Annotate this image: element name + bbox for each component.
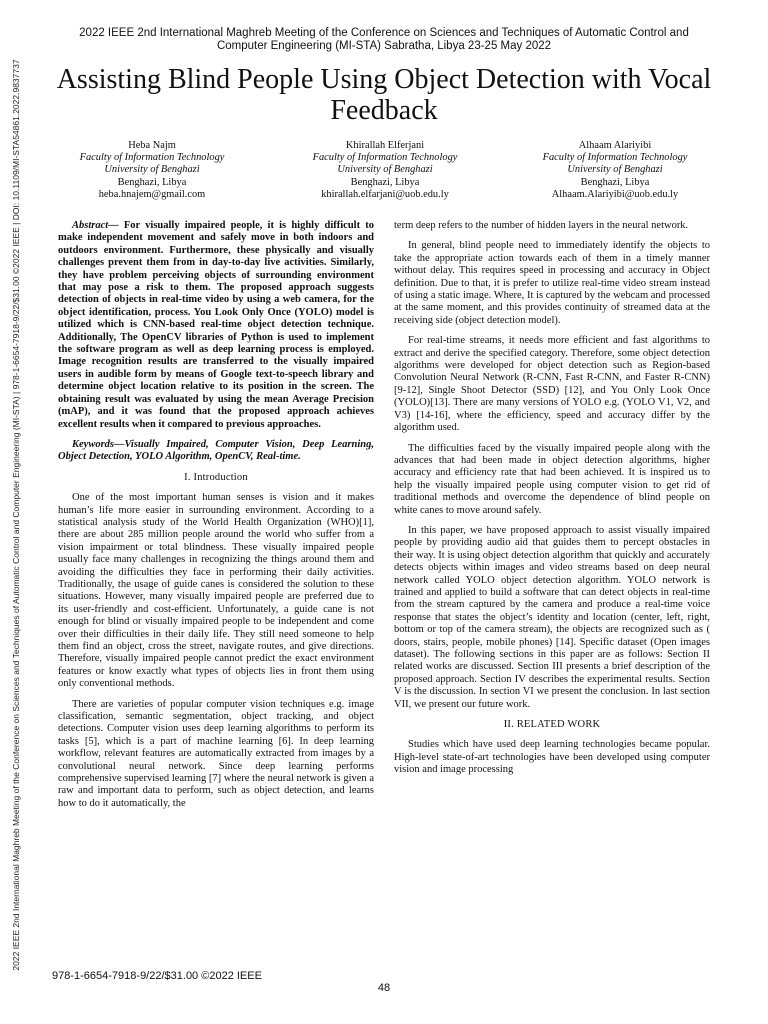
author-email: Alhaam.Alariyibi@uob.edu.ly <box>551 188 679 200</box>
author-name: Khirallah Elferjani <box>345 140 425 151</box>
author-email: khirallah.elfarjani@uob.edu.ly <box>321 188 449 200</box>
intro-paragraph-1: One of the most important human senses is vision and it makes human’s life more easier in surrounding environment. According to a statistical analysis study of the World Health Organization (WHO)[1], there are about 285 million people around the world who suffer from a vision impairment or total blindness. These visually impaired people usually face many challenges in recognizing the things around them and avoiding the difficulties they face in performing their daily activities. Traditionally, the usage of guide canes is considered the solution to these situations. However, many visually impaired people are preferred due to its user-friendly and cost-efficient. Unfortunately, a guide cane is not enough for blind or visually impaired people to be independent and come over their difficulties in their daily life. They still need someone to help them find an object, cross the street, navigate routes, and give directions. Therefore, visually impaired people cannot predict the exact environment features or know exactly what types of objects lies in front them using only conventional methods. <box>58 492 374 690</box>
page-number: 48 <box>377 982 391 994</box>
right-column <box>394 220 710 785</box>
right-paragraph-4: In this paper, we have proposed approach to assist visually impaired people by providing audio aid that guides them to percept obstacles in their way. It is using object detection algorithm that quickly and accurately detects objects within images and video streams based on deep neural network called YOLO object detection algorithm. YOLO network is trained and applied to build a software that can detect objects in real-time from the stream captured by the camera and produce a real-time voice response that states the object’s identity and location (center, left, right, bottom or top of the camera stream), the objects are recognized such as ( doors, stairs, people, mobile phones) [14]. Specific dataset (Open images dataset). The following sections in this paper are as follows: Section II related works are discussed. Section III presents a brief description of the proposed approach. Section IV describes the experimental results. Section V is the discussion. In section VI we present the conclusion. In last section VII, we present our future work. <box>394 524 710 710</box>
right-paragraph-1: In general, blind people need to immediately identify the objects to take the appropriate action towards each of them in a timely manner without delay. This requires speed in processing and accuracy in Object definition. Due to that, it is prefer to utilize real-time video stream instead of using a static image. Where, It is captured by the webcam and processed at the same moment, and this provides continuity of streamed data at the receiving side (object detection model). <box>394 240 710 326</box>
right-paragraph-3: The difficulties faced by the visually impaired people along with the advances that had been made in object detection algorithms, higher accuracy and efficiency rate that had been achieved. It is inspired us to help the visually impaired people using computer vision to get rid of traditional methods and overcome the dependence of blind people on white canes to move around safely. <box>394 442 710 516</box>
section-heading-related-work: II. RELATED WORK <box>503 719 601 731</box>
author-city: Benghazi, Libya <box>580 176 650 188</box>
author-university: University of Benghazi <box>337 164 433 176</box>
author-3 <box>500 140 730 201</box>
related-paragraph-1: Studies which have used deep learning technologies became popular. High-level state-of-art technologies have been developed using computer vision and image processing <box>394 739 710 776</box>
left-column <box>58 220 374 818</box>
conference-header: 2022 IEEE 2nd International Maghreb Meeting of the Conference on Sciences and Techniques of Automatic Control and Computer Engineering (MI-STA) Sabratha, Libya 23-25 May 2022 <box>79 27 689 52</box>
paper-title: Assisting Blind People Using Object Detection with Vocal Feedback <box>56 64 712 126</box>
author-name: Alhaam Alariyibi <box>578 140 652 151</box>
author-name: Heba Najm <box>128 140 176 151</box>
side-doi-text: 2022 IEEE 2nd International Maghreb Meeting of the Conference on Sciences and Techniques of Automatic Control and Computer Engineering (MI-STA) | 978-1-6654-7918-9/22/$31.00 ©2022 IEEE | DOI: 10.1109/MI-STA54861.2022.9837737 <box>11 59 21 971</box>
keywords: Keywords—Visually Impaired, Computer Vision, Deep Learning, Object Detection, YOLO Algorithm, OpenCV, Real-time. <box>58 438 374 463</box>
section-heading-introduction: I. Introduction <box>184 471 248 483</box>
author-city: Benghazi, Libya <box>350 176 420 188</box>
author-faculty: Faculty of Information Technology <box>79 152 225 164</box>
abstract <box>58 220 374 431</box>
author-university: University of Benghazi <box>567 164 663 176</box>
intro-paragraph-2: There are varieties of popular computer vision techniques e.g. image classification, semantic segmentation, object tracking, and object detections. Computer vision uses deep learning algorithms to perform its tasks [5], which is a part of machine learning [6]. In deep learning workflow, relevant features are automatically extracted from images by a convolutional neural network. Since deep learning performs comprehensive supervised learning [7] where the neural network is given a raw and important data to perform, such as object detection, and learns how to do it automatically, the <box>58 698 374 809</box>
side-doi-strip <box>8 30 24 1000</box>
right-paragraph-2: For real-time streams, it needs more efficient and fast algorithms to extract and derive the specified category. Therefore, some object detection algorithms were developed for object detection such as Region-based Convolution Neural Network (R-CNN, Fast R-CNN, and Faster R-CNN)[9-12], Single Shoot Detector (SSD) [12], and You Only Look Once (YOLO)[13]. There are many versions of YOLO e.g. (YOLO V1, V2, and V3) [14-16], where the efficiency, speed and accuracy differ by the algorithm used. <box>394 335 710 434</box>
author-university: University of Benghazi <box>104 164 200 176</box>
abstract-text: For visually impaired people, it is highly difficult to make independent movement and safely move in both indoors and outdoors environment. Furthermore, these physically and visually challenges prevent them from in day-to-day live activities. Similarly, they have problem perceiving objects of surrounding environment that may pose a risk to them. The proposed approach suggests detection of objects in real-time video by using a web camera, for the object identification, process. You Look Only Once (YOLO) model is utilized which is CNN-based real-time object detection technique. Additionally, The OpenCV libraries of Python is used to implement the software program as well as deep learning process is employed. Image recognition results are transferred to the visually impaired users in audible form by means of Google text-to-speech library and determine object location relative to its position in the screen. The obtaining result was evaluated by using the mean Average Precision (mAP), and it was found that the proposed approach achieves excellent results when it compared to previous approaches. <box>58 220 375 430</box>
author-email: heba.hnajem@gmail.com <box>98 188 206 200</box>
footer-isbn: 978-1-6654-7918-9/22/$31.00 ©2022 IEEE <box>52 970 262 982</box>
right-paragraph-0: term deep refers to the number of hidden layers in the neural network. <box>394 220 689 231</box>
author-2 <box>270 140 500 201</box>
author-1 <box>37 140 267 201</box>
author-city: Benghazi, Libya <box>117 176 187 188</box>
author-faculty: Faculty of Information Technology <box>312 152 458 164</box>
author-faculty: Faculty of Information Technology <box>542 152 688 164</box>
abstract-label: Abstract— <box>72 220 119 231</box>
